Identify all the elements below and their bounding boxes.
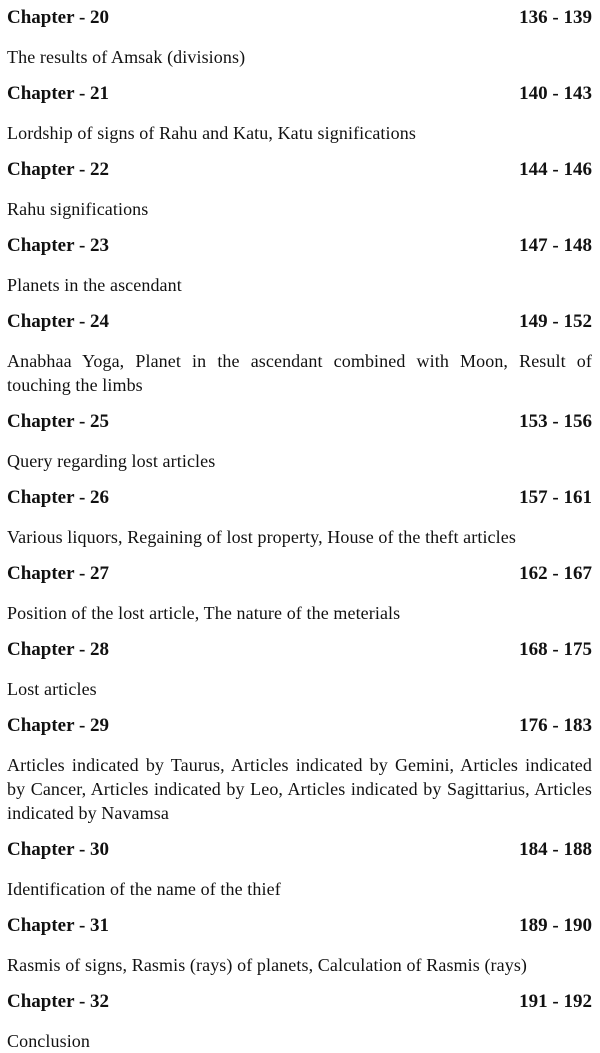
chapter-heading-row [7,636,592,664]
chapter-description: Identification of the name of the thief [7,879,281,899]
page-range: 149 - 152 [519,311,592,332]
toc-entry [7,560,592,625]
chapter-heading-row [7,912,592,940]
chapter-heading-row [7,80,592,108]
page-range: 168 - 175 [519,639,592,660]
toc-entry [7,636,592,701]
page-range: 162 - 167 [519,563,592,584]
chapter-title: Chapter - 26 [7,487,110,508]
toc-entry [7,80,592,145]
chapter-heading-row [7,988,592,1016]
toc-entry [7,912,592,977]
page-range: 189 - 190 [519,915,592,936]
chapter-description: Rahu significations [7,199,149,219]
chapter-description: Lost articles [7,679,97,699]
toc-entry [7,308,592,397]
chapter-title: Chapter - 23 [7,235,110,256]
page-range: 153 - 156 [519,411,592,432]
page-range: 144 - 146 [519,159,592,180]
toc-entry [7,712,592,825]
chapter-heading-row [7,156,592,184]
chapter-title: Chapter - 24 [7,311,110,332]
chapter-heading-row [7,712,592,740]
chapter-title: Chapter - 21 [7,83,110,104]
chapter-title: Chapter - 30 [7,839,110,860]
toc-entry [7,408,592,473]
chapter-title: Chapter - 27 [7,563,110,584]
chapter-description: Query regarding lost articles [7,451,216,471]
page-range: 184 - 188 [519,839,592,860]
toc-entry [7,4,592,69]
toc-entry [7,484,592,549]
toc-entry [7,232,592,297]
chapter-title: Chapter - 29 [7,715,110,736]
chapter-heading-row [7,4,592,32]
chapter-title: Chapter - 32 [7,991,110,1012]
chapter-description: Conclusion [7,1031,91,1051]
chapter-description: Position of the lost article, The nature of the meterials [7,603,401,623]
chapter-heading-row [7,560,592,588]
chapter-description: Lordship of signs of Rahu and Katu, Katu significations [7,123,416,143]
chapter-title: Chapter - 25 [7,411,110,432]
chapter-title: Chapter - 22 [7,159,110,180]
chapter-description: Anabhaa Yoga, Planet in the ascendant combined with Moon, Result of touching the limbs [7,351,592,395]
chapter-description: Rasmis of signs, Rasmis (rays) of planets, Calculation of Rasmis (rays) [7,955,528,975]
toc-entry [7,988,592,1053]
page-range: 176 - 183 [519,715,592,736]
chapter-heading-row [7,308,592,336]
chapter-heading-row [7,232,592,260]
chapter-heading-row [7,836,592,864]
page-range: 191 - 192 [519,991,592,1012]
chapter-heading-row [7,484,592,512]
toc-entry [7,836,592,901]
page-range: 136 - 139 [519,7,592,28]
page-range: 147 - 148 [519,235,592,256]
chapter-heading-row [7,408,592,436]
chapter-title: Chapter - 20 [7,7,110,28]
toc-entry [7,156,592,221]
chapter-description: The results of Amsak (divisions) [7,47,246,67]
chapter-description: Planets in the ascendant [7,275,182,295]
chapter-title: Chapter - 28 [7,639,110,660]
page-range: 140 - 143 [519,83,592,104]
page-range: 157 - 161 [519,487,592,508]
chapter-description: Articles indicated by Taurus, Articles indicated by Gemini, Articles indicated by Cancer, Articles indicated by Leo, Articles indicated by Sagittarius, Articles indicated by Navamsa [7,755,592,823]
chapter-title: Chapter - 31 [7,915,110,936]
chapter-description: Various liquors, Regaining of lost property, House of the theft articles [7,527,516,547]
